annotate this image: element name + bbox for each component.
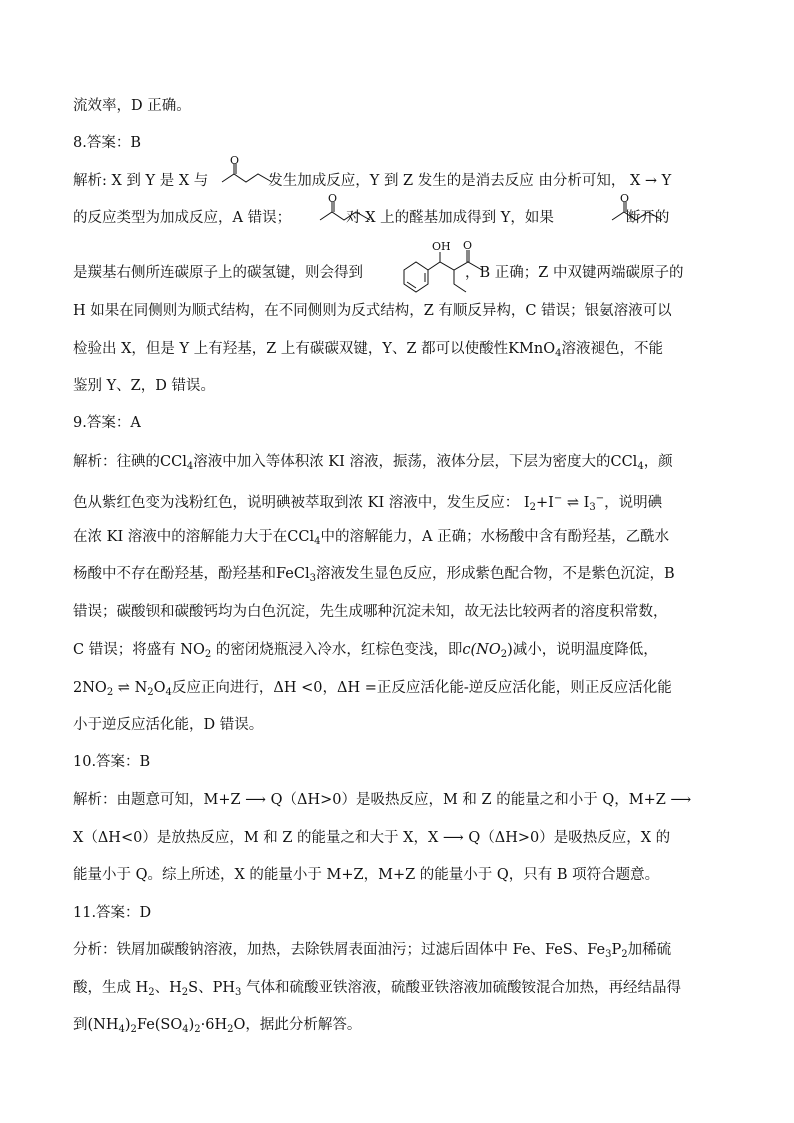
mohr-salt-formula: $(NH_4)_2Fe(SO_4)_2\cdot 6H_2O$: [87, 1017, 246, 1035]
pentanone-structure: [220, 154, 280, 188]
text-line: 的反应类型为加成反应，A 错误； 对 X 上的醛基加成得到 Y，如果 断开的: [73, 210, 670, 226]
pentanone-structure: [318, 192, 378, 226]
svg-text:O: O: [620, 192, 630, 205]
answer-11: 11.答案：D: [73, 905, 152, 921]
text-line: 流效率，D 正确。: [73, 98, 191, 114]
text-line: 色从紫红色变为浅粉红色，说明碘被萃取到浓 KI 溶液中，发生反应： $I_2+I^-$ ⇌ $I_3^-$，说明碘: [73, 493, 663, 513]
svg-text:O: O: [463, 239, 473, 252]
text-line: X（ΔH<0）是放热反应，M 和 Z 的能量之和大于 X，X ⟶ Q（ΔH>0）是吸热反应，X 的: [73, 830, 671, 846]
svg-text:O: O: [328, 192, 338, 205]
iodine-equation: $I_2+I^-$ ⇌ $I_3^-$: [523, 493, 605, 513]
text-line: C 错误；将盛有 $NO_2$ 的密闭烧瓶浸入冷水，红棕色变浅，即$c(NO_2)$减小，说明温度降低，: [73, 642, 658, 660]
hydroxyketone-structure: [398, 240, 498, 302]
text-line: $2NO_2$ ⇌ $N_2O_4$反应正向进行，ΔH <0，ΔH =正反应活化能-逆反应活化能，则正反应活化能: [73, 680, 672, 698]
svg-text:O: O: [230, 154, 240, 167]
text-line: 小于逆反应活化能，D 错误。: [73, 717, 264, 733]
text-line: 是羰基右侧所连碳原子上的碳氢键，则会得到 ，B 正确；Z 中双键两端碳原子的: [73, 265, 684, 281]
pentanone-structure: [610, 192, 670, 226]
svg-text:OH: OH: [432, 240, 451, 253]
text-line: 解析：由题意可知，M+Z ⟶ Q（ΔH>0）是吸热反应，M 和 Z 的能量之和小于 Q，M+Z ⟶: [73, 792, 692, 808]
text-line: H 如果在同侧则为顺式结构，在不同侧则为反式结构，Z 有顺反异构，C 错误；银氨溶液可以: [73, 303, 672, 319]
text-line: 解析: X 到 Y 是 X 与 发生加成反应，Y 到 Z 发生的是消去反应 由分析可知， X → Y: [73, 173, 672, 189]
text-line: 到$(NH_4)_2Fe(SO_4)_2\cdot 6H_2O$，据此分析解答。: [73, 1017, 362, 1035]
text-line: 酸，生成 $H_2$、$H_2S$、$PH_3$ 气体和硫酸亚铁溶液，硫酸亚铁溶液加硫酸铵混合加热，再经结晶得: [73, 980, 681, 998]
text-line: 解析：往碘的CCl$_4$溶液中加入等体积浓 KI 溶液，振荡，液体分层，下层为密度大的CCl$_4$，颜: [73, 454, 673, 472]
text-line: 鉴别 Y、Z，D 错误。: [73, 378, 215, 394]
text-line: 检验出 X，但是 Y 上有羟基，Z 上有碳碳双键，Y、Z 都可以使酸性KMnO$_4$溶液褪色，不能: [73, 341, 663, 359]
text-line: 杨酸中不存在酚羟基，酚羟基和FeCl$_3$溶液发生显色反应，形成紫色配合物，不是紫色沉淀，B: [73, 566, 675, 584]
answer-8: 8.答案：B: [73, 135, 141, 151]
text-line: 在浓 KI 溶液中的溶解能力大于在CCl$_4$中的溶解能力，A 正确；水杨酸中含有酚羟基，乙酰水: [73, 529, 670, 547]
text-line: 错误；碳酸钡和碳酸钙均为白色沉淀，先生成哪种沉淀未知，故无法比较两者的溶度积常数，: [73, 604, 668, 620]
text-line: 分析：铁屑加碳酸钠溶液，加热，去除铁屑表面油污；过滤后固体中 Fe、FeS、$Fe_3P_2$加稀硫: [73, 942, 672, 960]
no2-equilibrium: $2NO_2$ ⇌ $N_2O_4$: [73, 680, 172, 698]
answer-10: 10.答案：B: [73, 754, 151, 770]
answer-9: 9.答案：A: [73, 415, 141, 431]
text-line: 能量小于 Q。综上所述，X 的能量小于 M+Z，M+Z 的能量小于 Q，只有 B 项符合题意。: [73, 867, 660, 883]
